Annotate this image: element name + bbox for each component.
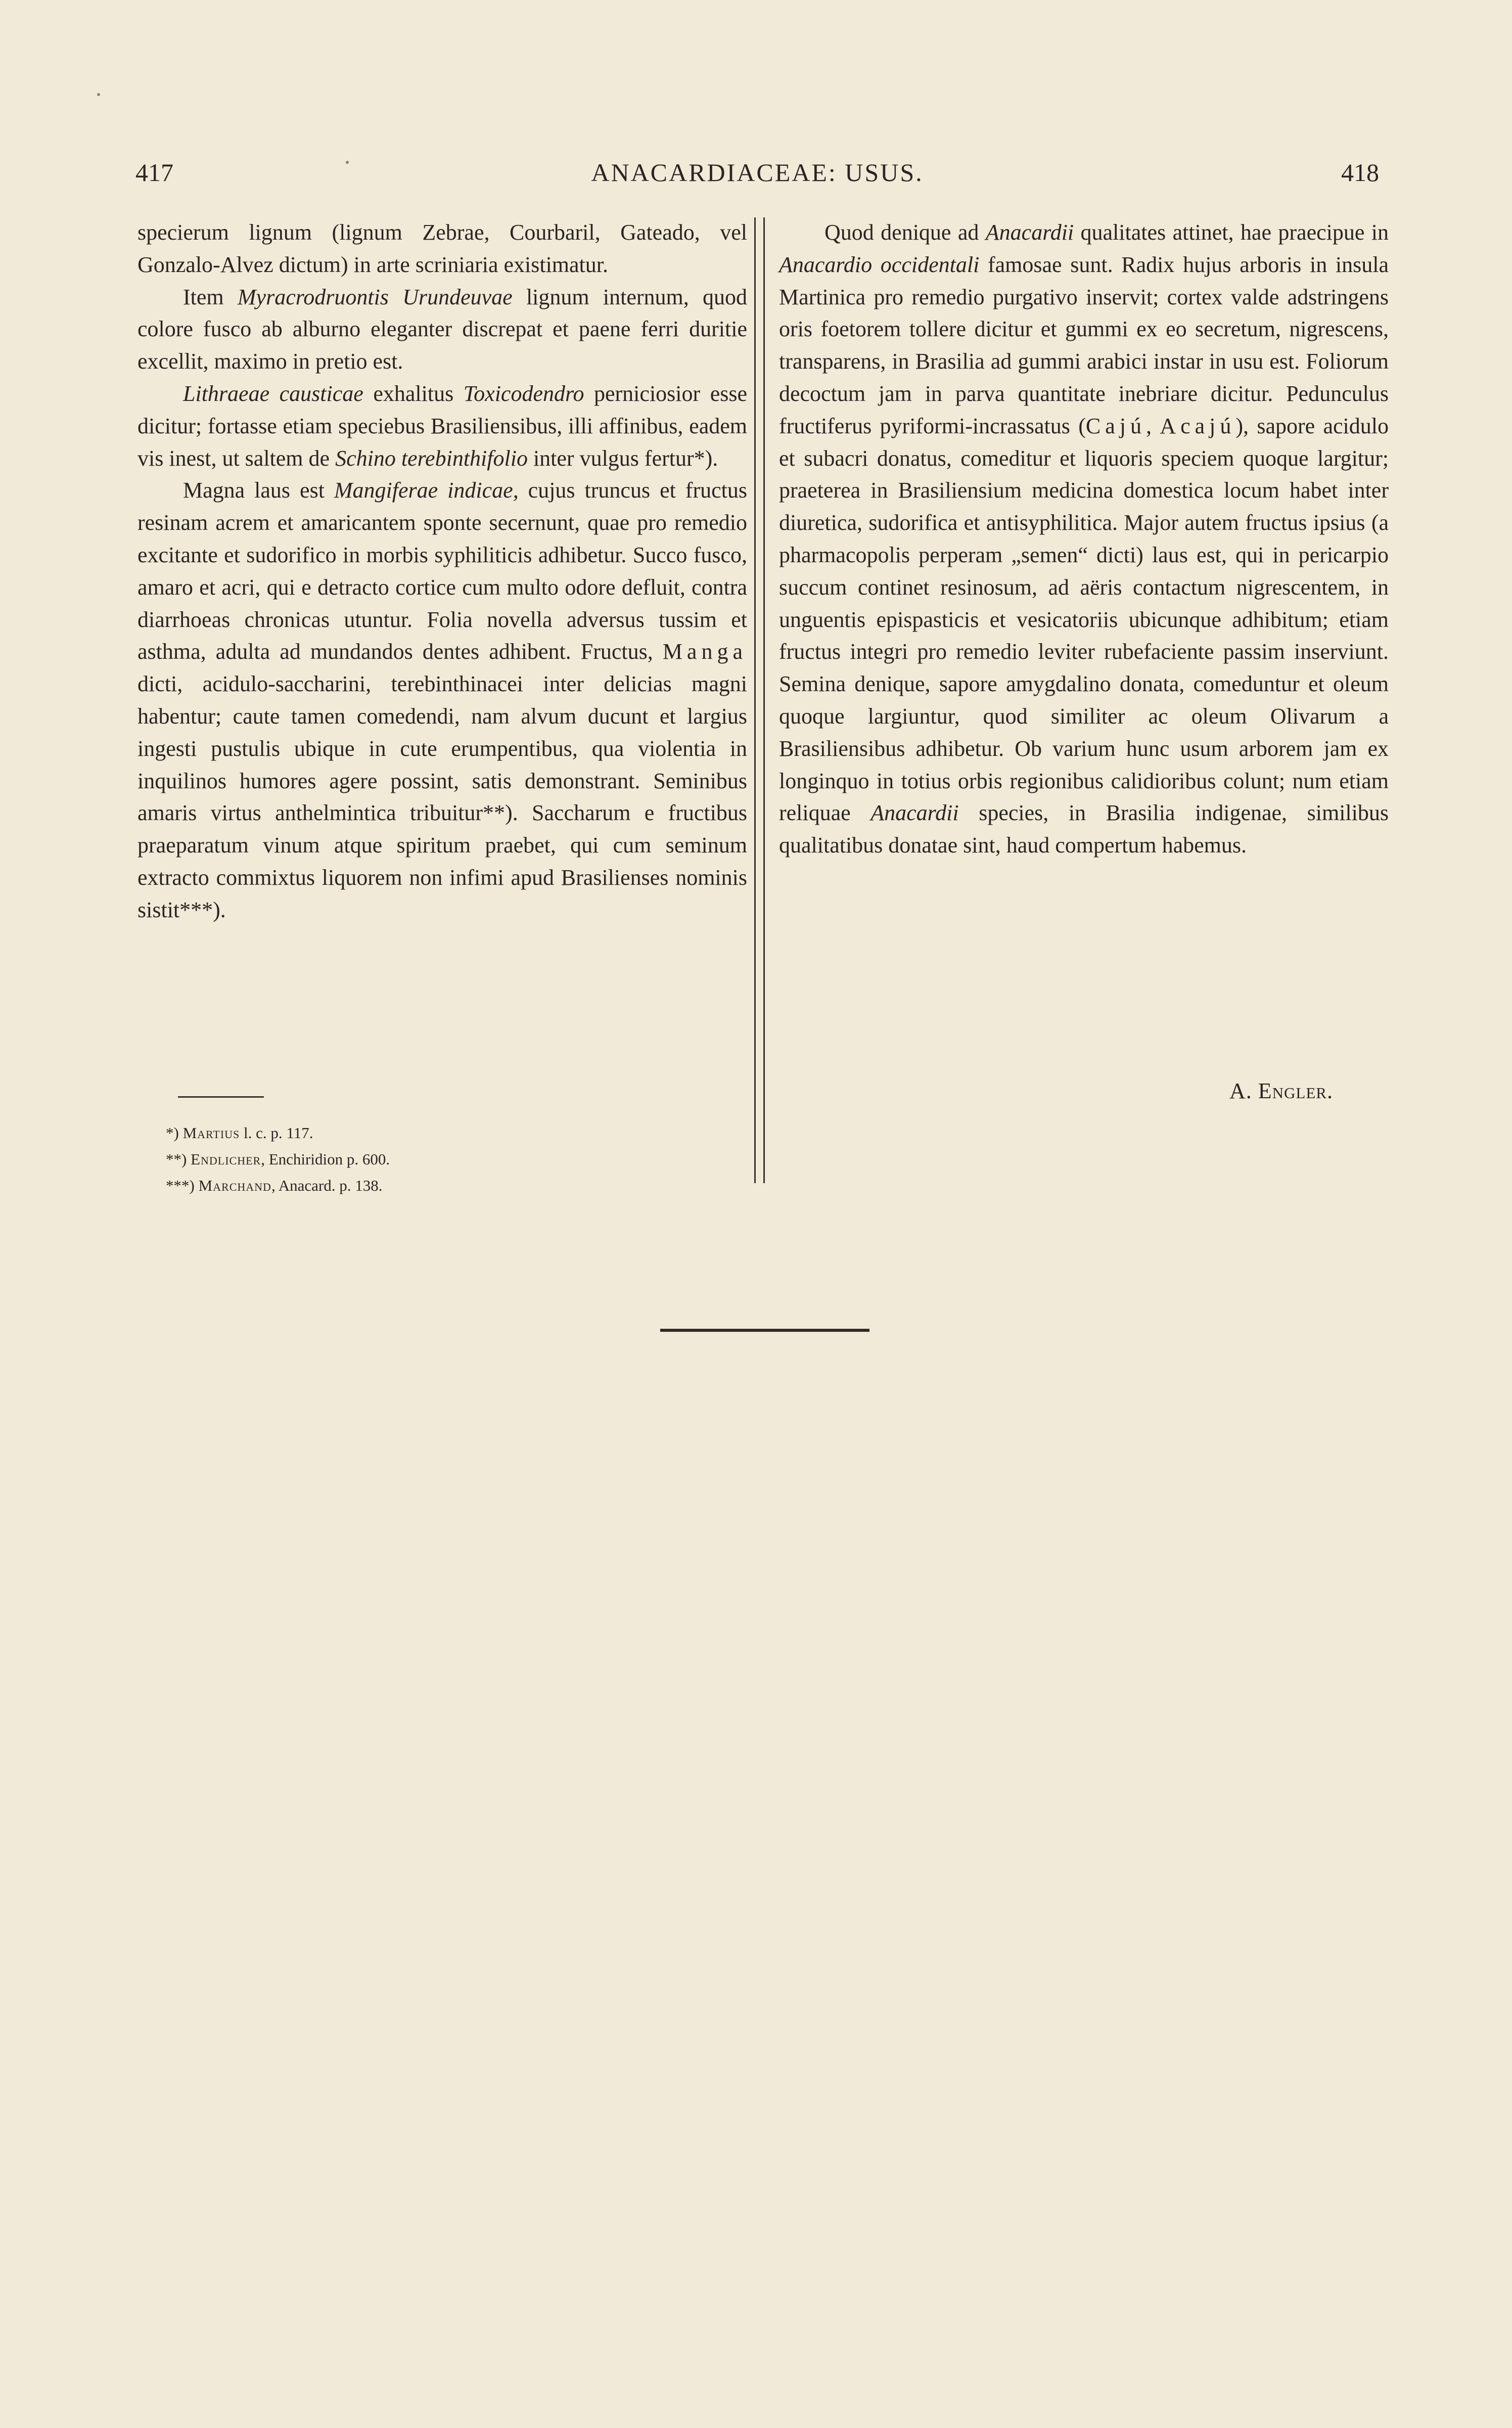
text: dicti, acidulo-saccharini, terebinthinacei inter delicias magni habentur; caute tamen comedendi, nam alvum ducunt et largius ingesti pustulis ubique in cute erumpentibus, qua violentia in inquilinos humores agere possint, satis demonstrant. Seminibus amaris virtus anthelmintica tribuitur**). Saccharum e fructibus praeparatum vinum atque spiritum praebet, qui cum seminum extracto commixtus liquorem non infimi apud Brasilienses nominis sistit***). <box>138 671 747 922</box>
page-number-left: 417 <box>135 158 173 187</box>
species-name: Schino terebinthifolio <box>335 445 528 471</box>
footnote <box>166 1173 390 1199</box>
species-name: Toxicodendro <box>463 381 584 406</box>
running-header <box>135 158 1379 193</box>
species-name: Mangiferae indicae, <box>334 478 519 503</box>
species-name: Lithraeae causticae <box>183 381 363 406</box>
text: inter vulgus fertur*). <box>527 445 718 471</box>
genus-name: Anacardii <box>985 220 1074 245</box>
footnote-ref: l. c. p. 117. <box>240 1124 313 1142</box>
text: ), sapore acidulo et subacri donatus, comeditur et liquoris speciem quoque largitur; praeterea in Brasiliensium medicina domestica locum habet inter diuretica, sudorifica et antisyphilitica. Major autem fructus ipsius (a pharmacopolis perperam „semen“ dicti) laus est, qui in pericarpio succum continet resinosum, ad aëris contactum nigrescentem, in unguentis epispasticis et vesicatoriis ubicunque adhibitum; etiam fructus integri pro remedio leviter rubefaciente passim inserviunt. Semina denique, sapore amygdalino donata, comeduntur et oleum quoque largiuntur, quod similiter ac oleum Olivarum a Brasiliensibus adhibetur. Ob varium hunc usum arborem jam ex longinquo in totius orbis regionibus calidioribus colunt; num etiam reliquae <box>779 413 1389 826</box>
text: Item <box>183 284 238 309</box>
paragraph <box>138 281 747 378</box>
running-title: ANACARDIACEAE: USUS. <box>591 158 924 187</box>
species-name: Myracrodruontis Urundeuvae <box>237 284 513 309</box>
footnote-rule <box>178 1096 264 1098</box>
species-name: Anacardio occidentali <box>779 252 980 277</box>
text: specierum lignum (lignum Zebrae, Courbaril, Gateado, vel Gonzalo-Alvez dictum) in arte scriniaria existimatur. <box>138 220 747 277</box>
text: perniciosior esse dicitur; fortasse etiam speciebus Brasiliensibus, illi affinibus, eadem vis inest, ut saltem de <box>138 381 748 471</box>
footnote-ref: , Enchiridion p. 600. <box>261 1150 390 1168</box>
footnote <box>166 1146 390 1173</box>
paragraph <box>138 474 747 926</box>
column-divider <box>754 217 756 1183</box>
paragraph <box>138 216 747 281</box>
footnotes <box>166 1120 390 1199</box>
footnote-mark: ***) <box>166 1177 195 1194</box>
footnote-author: Martius <box>182 1124 240 1142</box>
footnote-author: Endlicher <box>191 1150 261 1168</box>
text: lignum internum, quod colore fusco ab alburno eleganter discrepat et paene ferri duritie excellit, maximo in pretio est. <box>138 284 748 374</box>
column-divider <box>763 217 765 1183</box>
vernacular-name: Cajú <box>1085 413 1146 438</box>
text: species, in Brasilia indigenae, similibus qualitatibus donatae sint, haud compertum habemus. <box>779 800 1389 858</box>
page-number-right: 418 <box>1341 158 1379 187</box>
text: , <box>1146 413 1160 438</box>
genus-name: Anacardii <box>870 800 959 826</box>
vernacular-name: Acajú <box>1160 413 1236 438</box>
paragraph <box>138 378 747 474</box>
speck <box>97 93 100 96</box>
paragraph <box>779 216 1389 862</box>
author-signature: A. Engler. <box>1229 1078 1333 1103</box>
text: exhalitus <box>363 381 464 406</box>
vernacular-name: Manga <box>662 639 747 664</box>
footnote-mark: **) <box>166 1150 187 1168</box>
footnote-mark: *) <box>166 1124 179 1142</box>
text: Magna laus est <box>183 478 334 503</box>
text: Quod denique ad <box>824 220 986 245</box>
end-rule <box>660 1329 869 1332</box>
footnote-ref: , Anacard. p. 138. <box>271 1177 383 1194</box>
left-column <box>138 216 747 926</box>
text: qualitates attinet, hae praecipue in <box>1074 220 1389 245</box>
footnote <box>166 1120 390 1146</box>
footnote-author: Marchand <box>198 1177 271 1194</box>
text: famosae sunt. Radix hujus arboris in insula Martinica pro remedio purgativo inservit; cortex valde adstringens oris foetorem tollere dicitur et gummi ex eo secretum, nigrescens, transparens, in Brasilia ad gummi arabici instar in usu est. Foliorum decoctum jam in parva quantitate inebriare dicitur. Pedunculus fructiferus pyriformi-incrassatus ( <box>779 252 1389 438</box>
right-column <box>779 216 1389 862</box>
text: cujus truncus et fructus resinam acrem et amaricantem sponte secernunt, quae pro remedio excitante et sudorifico in morbis syphiliticis adhibetur. Succo fusco, amaro et acri, qui e detracto cortice cum multo odore defluit, contra diarrhoeas chronicas utuntur. Folia novella adversus tussim et asthma, adulta ad mundandos dentes adhibent. Fructus, <box>138 478 747 664</box>
